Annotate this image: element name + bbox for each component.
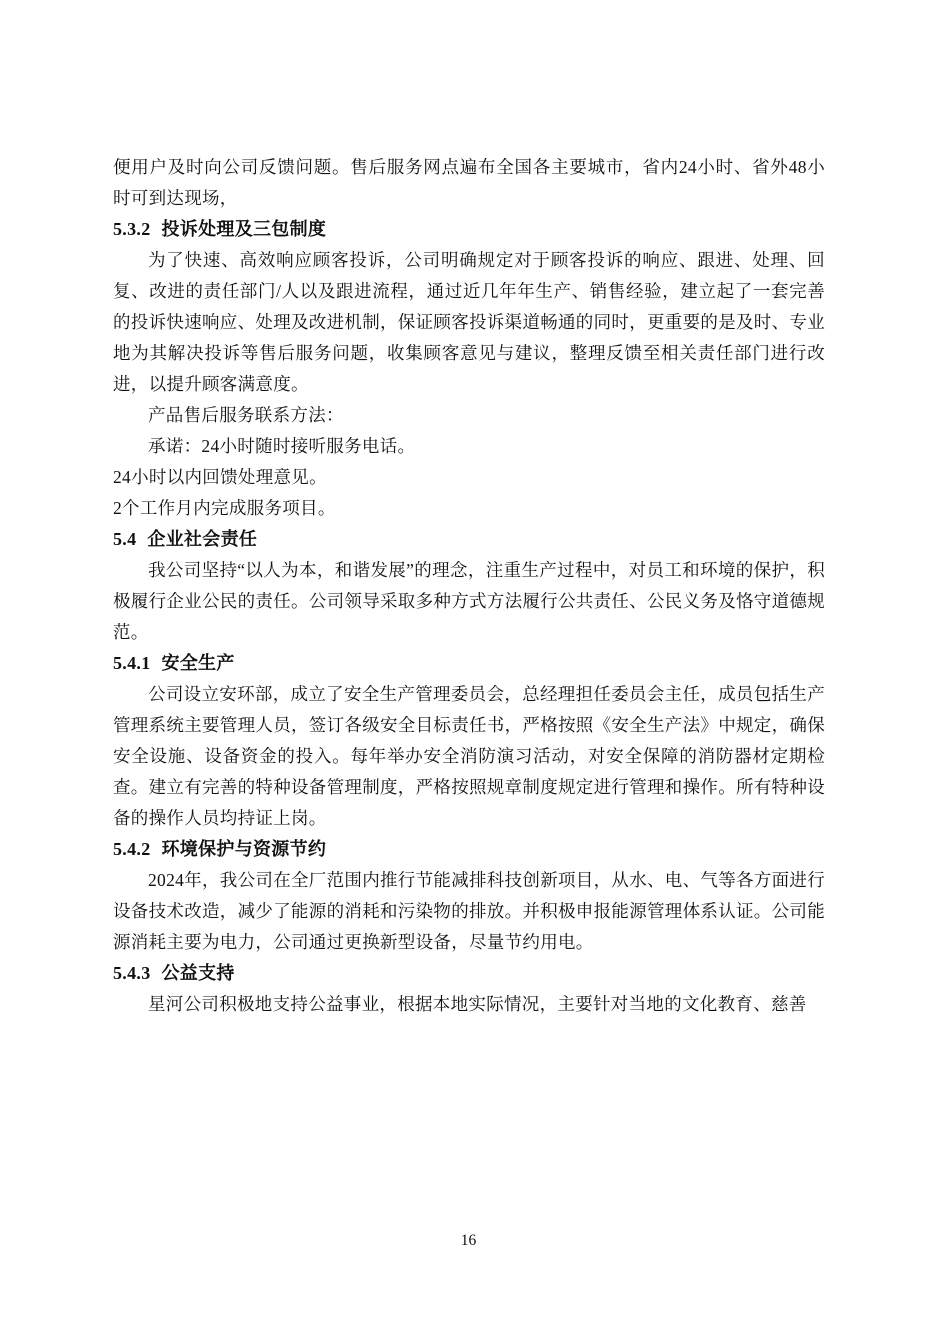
- paragraph-social-responsibility: 我公司坚持“以人为本，和谐发展”的理念，注重生产过程中，对员工和环境的保护，积极履行企业公民的责任。公司领导采取多种方式方法履行公共责任、公民义务及恪守道德规范。: [113, 560, 825, 642]
- paragraph-complaint-handling: 为了快速、高效响应顾客投诉，公司明确规定对于顾客投诉的响应、跟进、处理、回复、改进的责任部门/人以及跟进流程，通过近几年年生产、销售经验，建立起了一套完善的投诉快速响应、处理及改进机制，保证顾客投诉渠道畅通的同时，更重要的是及时、专业地为其解决投诉等售后服务问题，收集顾客意见与建议，整理反馈至相关责任部门进行改进，以提升顾客满意度。: [113, 250, 825, 394]
- heading-number: 5.4: [113, 529, 137, 549]
- heading-title: 企业社会责任: [147, 529, 258, 549]
- heading-5-4-social-responsibility: [113, 524, 825, 555]
- line-promise-phone: 承诺：24小时随时接听服务电话。: [148, 436, 416, 456]
- heading-title: 安全生产: [161, 653, 235, 673]
- line-after-sales-contact-lead: 产品售后服务联系方法：: [148, 405, 344, 425]
- heading-5-4-2-environment-resources: [113, 834, 825, 865]
- heading-number: 5.3.2: [113, 219, 151, 239]
- paragraph-public-welfare: 星河公司积极地支持公益事业，根据本地实际情况，主要针对当地的文化教育、慈善: [148, 994, 807, 1014]
- heading-number: 5.4.2: [113, 839, 151, 859]
- page-number: 16: [460, 1232, 477, 1249]
- line-promise-completion: 2个工作月内完成服务项目。: [113, 498, 336, 518]
- paragraph-service-network-continued: 便用户及时向公司反馈问题。售后服务网点遍布全国各主要城市，省内24小时、省外48小时可到达现场，: [113, 157, 825, 208]
- heading-title: 投诉处理及三包制度: [161, 219, 327, 239]
- heading-title: 环境保护与资源节约: [161, 839, 327, 859]
- heading-5-4-1-safety-production: [113, 648, 825, 679]
- heading-title: 公益支持: [161, 963, 235, 983]
- paragraph-environment-resources: 2024年，我公司在全厂范围内推行节能减排科技创新项目，从水、电、气等各方面进行设备技术改造，减少了能源的消耗和污染物的排放。并积极申报能源管理体系认证。公司能源消耗主要为电力，公司通过更换新型设备，尽量节约用电。: [113, 870, 825, 952]
- heading-number: 5.4.3: [113, 963, 151, 983]
- heading-number: 5.4.1: [113, 653, 151, 673]
- paragraph-safety-production: 公司设立安环部，成立了安全生产管理委员会，总经理担任委员会主任，成员包括生产管理系统主要管理人员，签订各级安全目标责任书，严格按照《安全生产法》中规定，确保安全设施、设备资金的投入。每年举办安全消防演习活动，对安全保障的消防器材定期检查。建立有完善的特种设备管理制度，严格按照规章制度规定进行管理和操作。所有特种设备的操作人员均持证上岗。: [113, 684, 825, 828]
- line-promise-feedback: 24小时以内回馈处理意见。: [113, 467, 327, 487]
- heading-5-4-3-public-welfare: [113, 958, 825, 989]
- heading-5-3-2-complaint-handling: [113, 214, 825, 245]
